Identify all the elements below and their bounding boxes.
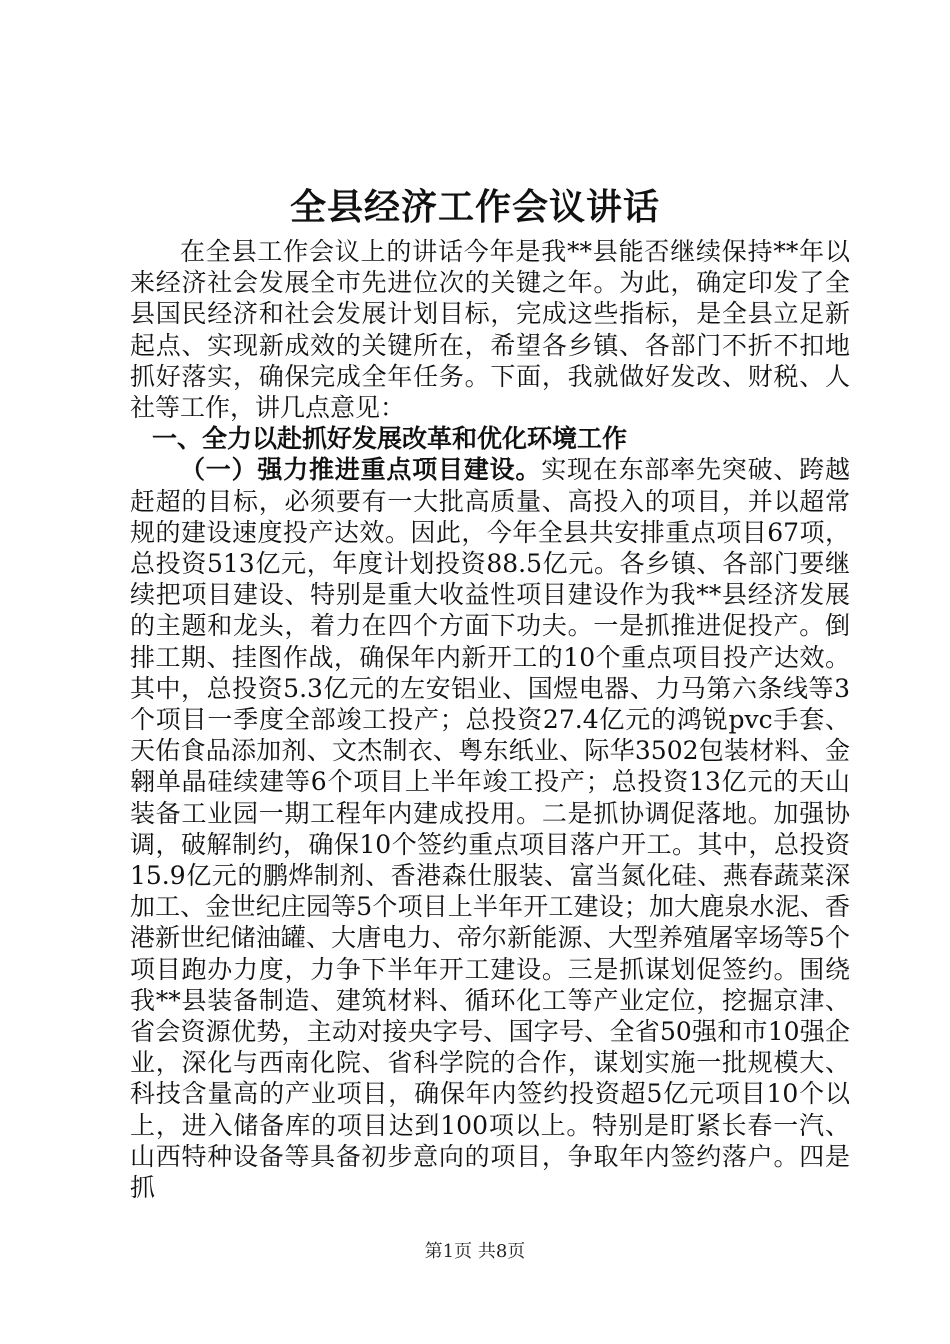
document-body [130,236,850,1203]
subsection-paragraph [130,454,850,1203]
subsection-lead: （一）强力推进重点项目建设。 [180,455,542,485]
intro-paragraph: 在全县工作会议上的讲话今年是我**县能否继续保持**年以来经济社会发展全市先进位次的关键之年。为此，确定印发了全县国民经济和社会发展计划目标，完成这些指标，是全县立足新起点、实现新成效的关键所在，希望各乡镇、各部门不折不扣地抓好落实，确保完成全年任务。下面，我就做好发改、财税、人社等工作，讲几点意见： [130,237,850,423]
subsection-body: 实现在东部率先突破、跨越赶超的目标，必须要有一大批高质量、高投入的项目，并以超常规的建设速度投产达效。因此，今年全县共安排重点项目67项，总投资513亿元，年度计划投资88.5亿元。各乡镇、各部门要继续把项目建设、特别是重大收益性项目建设作为我**县经济发展的主题和龙头，着力在四个方面下功夫。一是抓推进促投产。倒排工期、挂图作战，确保年内新开工的10个重点项目投产达效。其中，总投资5.3亿元的左安铝业、国煜电器、力马第六条线等3个项目一季度全部竣工投产；总投资27.4亿元的鸿锐pvc手套、天佑食品添加剂、文杰制衣、粤东纸业、际华3502包装材料、金翱单晶硅续建等6个项目上半年竣工投产；总投资13亿元的天山装备工业园一期工程年内建成投用。二是抓协调促落地。加强协调，破解制约，确保10个签约重点项目落户开工。其中，总投资15.9亿元的鹏烨制剂、香港森仕服装、富当氮化硅、燕春蔬菜深加工、金世纪庄园等5个项目上半年开工建设；加大鹿泉水泥、香港新世纪储油罐、大唐电力、帝尔新能源、大型养殖屠宰场等5个项目跑办力度，力争下半年开工建设。三是抓谋划促签约。围绕我**县装备制造、建筑材料、循环化工等产业定位，挖掘京津、省会资源优势，主动对接央字号、国字号、全省50强和市10强企业，深化与西南化院、省科学院的合作，谋划实施一批规模大、科技含量高的产业项目，确保年内签约投资超5亿元项目10个以上，进入储备库的项目达到100项以上。特别是盯紧长春一汽、山西特种设备等具备初步意向的项目，争取年内签约落户。四是抓 [130,455,850,1203]
page-footer: 第1页 共8页 [424,1241,526,1262]
section-heading: 一、全力以赴抓好发展改革和优化环境工作 [152,424,628,454]
document-title: 全县经济工作会议讲话 [289,187,660,228]
